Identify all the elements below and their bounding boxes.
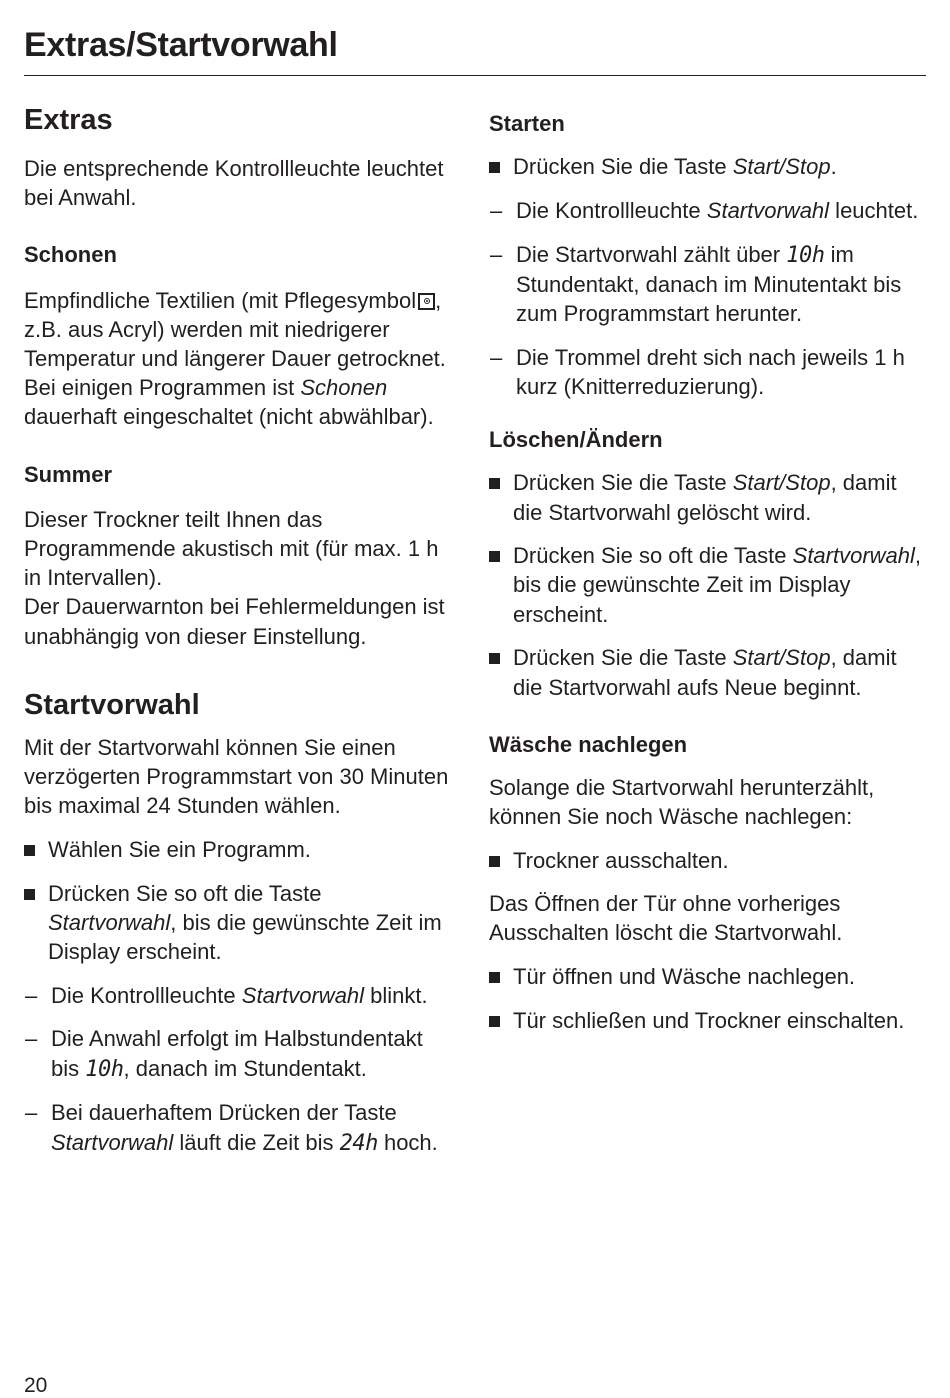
bullet-square-icon <box>489 972 500 983</box>
loeschen-s3-text-b: , damit die Startvorwahl aufs Neue beginnt. <box>513 645 897 700</box>
list-item <box>489 962 927 991</box>
starten-r2-text-b: im Stundentakt, danach im Minutentakt bis zum Programmstart herunter. <box>516 241 902 327</box>
waesche-step-2: Tür öffnen und Wäsche nachlegen. <box>513 963 856 989</box>
list-item <box>489 541 927 629</box>
dash-marker: – <box>25 1026 38 1052</box>
indicator-name-startvorwahl: Startvorwahl <box>706 197 830 223</box>
result-item <box>24 1098 456 1157</box>
waesche-step-3: Tür schließen und Trockner einschalten. <box>513 1007 905 1033</box>
starten-text-b: . <box>830 154 837 180</box>
bullet-square-icon <box>489 162 500 173</box>
bullet-square-icon <box>489 478 500 489</box>
bullet-square-icon <box>24 845 35 856</box>
starten-heading: Starten <box>489 111 565 136</box>
button-name-start-stop: Start/Stop <box>732 470 831 496</box>
dash-marker: – <box>25 1100 38 1126</box>
display-readout: 24h <box>339 1130 378 1156</box>
bullet-square-icon <box>489 1016 500 1027</box>
schonen-paragraph-2 <box>24 373 456 431</box>
starten-r3-text: Die Trommel dreht sich nach jeweils 1 h kurz (Knitterreduzierung). <box>516 344 905 399</box>
loeschen-s2-text-a: Drücken Sie so oft die Taste <box>513 543 793 569</box>
display-readout: 10h <box>786 242 825 268</box>
list-item <box>24 835 456 864</box>
dash-marker: – <box>490 197 503 223</box>
list-item <box>489 468 927 526</box>
waesche-intro: Solange die Startvorwahl herunterzählt, können Sie noch Wäsche nachlegen: <box>489 774 875 830</box>
title-divider <box>24 75 926 76</box>
left-column <box>24 100 456 1158</box>
loeschen-s2-text-b: , bis die gewünschte Zeit im Display erscheint. <box>513 543 922 627</box>
bullet-square-icon <box>24 889 35 900</box>
list-item <box>489 846 927 875</box>
loeschen-s3-text-a: Drücken Sie die Taste <box>513 645 733 671</box>
result-item <box>489 196 927 225</box>
schonen-term: Schonen <box>300 375 388 401</box>
schonen-p2-text-b: dauerhaft eingeschaltet (nicht abwählbar). <box>24 404 434 430</box>
result3-text-c: hoch. <box>377 1129 438 1155</box>
loeschen-s1-text-a: Drücken Sie die Taste <box>513 470 733 496</box>
schonen-p2-text-a: Bei einigen Programmen ist <box>24 375 301 401</box>
loeschen-s1-text-b: , damit die Startvorwahl gelöscht wird. <box>513 470 897 525</box>
list-item <box>489 643 927 701</box>
schonen-heading: Schonen <box>24 242 117 268</box>
list-item <box>489 1006 927 1035</box>
dash-marker: – <box>490 344 503 370</box>
dash-marker: – <box>490 241 503 267</box>
summer-heading: Summer <box>24 461 113 487</box>
list-item <box>489 152 927 181</box>
result-item <box>24 1024 456 1083</box>
bullet-square-icon <box>489 551 500 562</box>
startvorwahl-intro: Mit der Startvorwahl können Sie einen verzögerten Programmstart von 30 Minuten bis maximal 24 Stunden wählen. <box>24 734 449 819</box>
summer-paragraph-1: Dieser Trockner teilt Ihnen das Programmende akustisch mit (für max. 1 h in Intervallen). <box>24 506 439 591</box>
schonen-text-a: Empfindliche Textilien (mit Pflegesymbol <box>24 287 417 313</box>
startvorwahl-heading: Startvorwahl <box>24 688 200 721</box>
step-press-text-a: Drücken Sie so oft die Taste <box>48 880 322 906</box>
result2-text-b: , danach im Stundentakt. <box>123 1055 367 1081</box>
waesche-heading: Wäsche nachlegen <box>489 731 688 757</box>
summer-paragraph-2: Der Dauerwarnton bei Fehlermeldungen ist unabhängig von dieser Einstellung. <box>24 594 445 649</box>
step-press-text-b: , bis die gewünschte Zeit im Display erscheint. <box>48 909 442 965</box>
result1-text-a: Die Kontrollleuchte <box>51 982 242 1008</box>
result3-text-a: Bei dauerhaftem Drücken der Taste <box>51 1100 397 1126</box>
result-item <box>489 240 927 329</box>
button-name-startvorwahl: Startvorwahl <box>48 909 171 935</box>
result-item <box>489 343 927 401</box>
display-readout: 10h <box>85 1056 124 1082</box>
waesche-note: Das Öffnen der Tür ohne vorheriges Ausschalten löscht die Startvorwahl. <box>489 891 843 946</box>
button-name-start-stop: Start/Stop <box>732 154 831 180</box>
starten-r1-text-a: Die Kontrollleuchte <box>516 197 707 223</box>
care-symbol-dryer-icon <box>418 293 435 310</box>
waesche-step-1: Trockner ausschalten. <box>513 847 729 873</box>
button-name-startvorwahl: Startvorwahl <box>51 1129 174 1155</box>
button-name-start-stop: Start/Stop <box>732 645 831 671</box>
result-item <box>24 981 456 1010</box>
schonen-text-b: , z.B. aus Acryl) werden mit niedrigerer Temperatur und längerer Dauer getrocknet. <box>24 287 446 372</box>
loeschen-heading: Löschen/Ändern <box>489 427 663 453</box>
result2-text-a: Die Anwahl erfolgt im Halbstundentakt bis <box>51 1026 423 1081</box>
result1-text-b: blinkt. <box>364 982 428 1008</box>
step-select-program: Wählen Sie ein Programm. <box>48 836 311 862</box>
bullet-square-icon <box>489 856 500 867</box>
extras-intro: Die entsprechende Kontrollleuchte leuchtet bei Anwahl. <box>24 156 444 211</box>
right-column <box>489 100 927 1035</box>
extras-heading: Extras <box>24 104 113 136</box>
starten-r1-text-b: leuchtet. <box>829 197 919 223</box>
page-title: Extras/Startvorwahl <box>24 26 338 64</box>
bullet-square-icon <box>489 653 500 664</box>
button-name-startvorwahl: Startvorwahl <box>792 543 915 569</box>
page-number: 20 <box>24 1374 48 1397</box>
list-item <box>24 879 456 967</box>
dash-marker: – <box>25 982 38 1008</box>
starten-r2-text-a: Die Startvorwahl zählt über <box>516 241 787 267</box>
result3-text-b: läuft die Zeit bis <box>173 1129 340 1155</box>
indicator-name-startvorwahl: Startvorwahl <box>241 982 365 1008</box>
schonen-paragraph-1 <box>24 286 456 374</box>
starten-text-a: Drücken Sie die Taste <box>513 154 733 180</box>
